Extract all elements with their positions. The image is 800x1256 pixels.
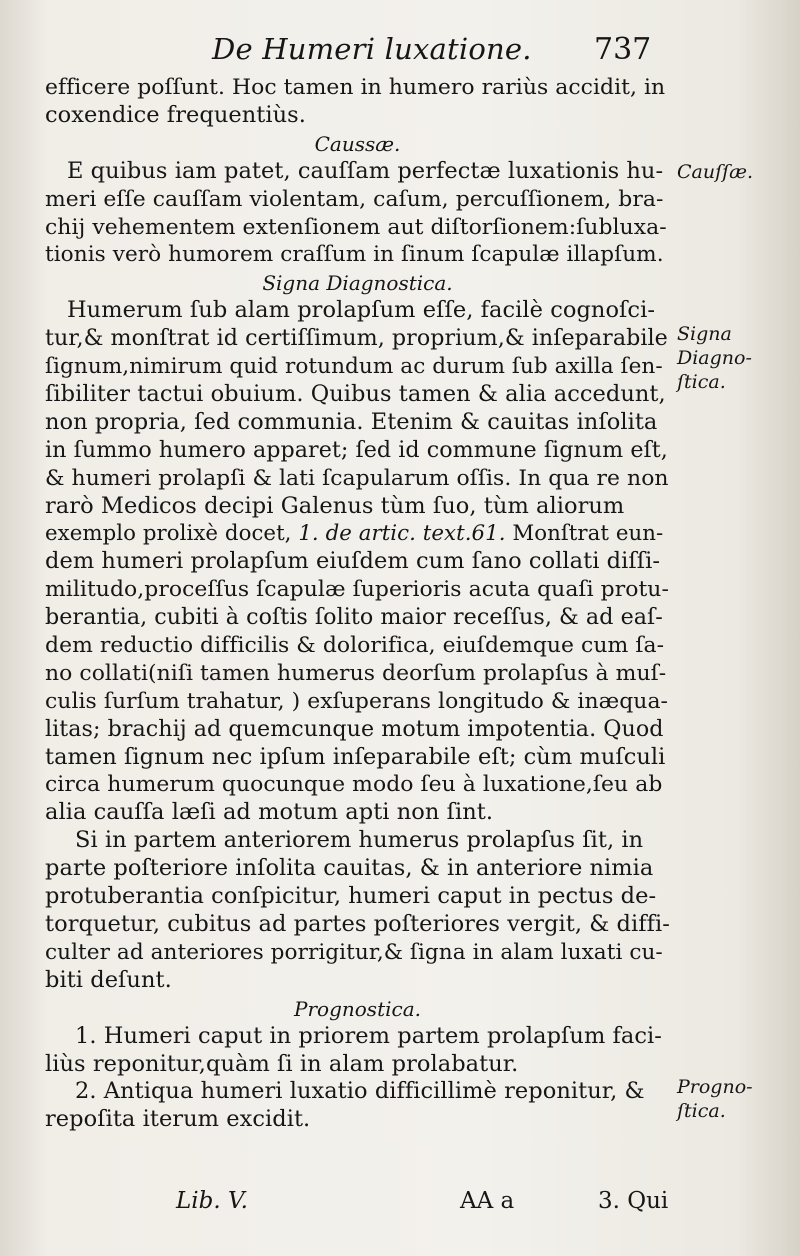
text-line: & humeri prolapſi & lati ſcapularum oſſis. In qua re non <box>45 465 669 491</box>
text-line: biti deſunt. <box>45 966 172 993</box>
margin-note-signa <box>677 322 792 394</box>
catchword: 3. Qui <box>598 1188 669 1214</box>
text-line: militudo,proceſſus ſcapulæ ſuperioris acuta quaſi protu- <box>45 577 669 603</box>
text-line: litas; brachij ad quemcunque motum impotentia. Quod <box>45 715 664 742</box>
text-line: coxendice frequentiùs. <box>45 101 306 128</box>
text-line <box>45 520 670 548</box>
text-line: 2. Antiqua humeri luxatio difficillimè reponitur, & <box>75 1078 645 1105</box>
text-line: repoſita iterum excidit. <box>45 1106 311 1133</box>
margin-note-line: ſtica. <box>677 1100 726 1122</box>
text-line: culter ad anteriores porrigitur,& ſigna in alam luxati cu- <box>45 939 663 965</box>
text-line: tionis verò humorem craſſum in ſinum ſcapulæ illapſum. <box>45 242 664 268</box>
text-line: non propria, ſed communia. Etenim & cauitas inſolita <box>45 408 658 435</box>
text-line: torquetur, cubitus ad partes poſteriores vergit, & diffi- <box>45 910 670 937</box>
section-heading-signa: Signa Diagnostica. <box>262 271 453 296</box>
text-line: culis ſurſum trahatur, ) exſuperans longitudo & inæqua- <box>45 688 669 714</box>
text-line: tur,& monſtrat id certiſſimum, proprium,& inſeparabile <box>45 325 668 352</box>
margin-note-prognostica <box>677 1075 792 1123</box>
page-footer <box>0 1188 800 1224</box>
text-line: chij vehementem extenſionem aut diſtorſionem:ſubluxa- <box>45 214 667 240</box>
running-header <box>0 32 800 76</box>
text-line: Si in partem anteriorem humerus prolapſus ſit, in <box>75 827 644 854</box>
text-line: protuberantia conſpicitur, humeri caput in pectus de- <box>45 883 657 910</box>
margin-note-line: Signa <box>677 323 732 345</box>
text-fragment: exemplo prolixè docet, <box>45 521 299 547</box>
text-line: tamen ſignum nec ipſum inſeparabile eſt; cùm muſculi <box>45 743 666 770</box>
text-line: liùs reponitur,quàm ſi in alam prolabatur. <box>45 1050 519 1077</box>
margin-note-line: Progno- <box>677 1076 753 1098</box>
text-line: Humerum ſub alam prolapſum eſſe, facilè cognoſci- <box>67 297 655 324</box>
text-line: meri eſſe cauſſam violentam, caſum, percuſſionem, bra- <box>45 186 664 212</box>
text-line: E quibus iam patet, cauſſam perfectæ luxationis hu- <box>67 157 664 184</box>
book-signature: Lib. V. <box>176 1188 248 1214</box>
text-line: ſignum,nimirum quid rotundum ac durum ſub axilla ſen- <box>45 354 663 380</box>
text-line: rarò Medicos decipi Galenus tùm ſuo, tùm aliorum <box>45 492 625 519</box>
margin-note-line: Cauſſæ. <box>677 161 754 183</box>
text-line: in ſummo humero apparet; ſed id commune ſignum eſt, <box>45 436 668 463</box>
gathering-signature: AA a <box>460 1188 515 1214</box>
text-line: dem reductio difficilis & dolorifica, eiuſdemque cum ſa- <box>45 633 665 659</box>
section-heading-causae: Caussæ. <box>314 131 401 156</box>
text-line: berantia, cubiti à coſtis ſolito maior receſſus, & ad eaſ- <box>45 604 663 631</box>
text-line: dem humeri prolapſum eiuſdem cum ſano collati diſſi- <box>45 548 661 575</box>
text-fragment: Monſtrat eun- <box>505 521 664 547</box>
citation: 1. de artic. text.61. <box>298 521 506 547</box>
text-line: no collati(niſi tamen humerus deorſum prolapſus à muſ- <box>45 660 667 686</box>
text-line: alia cauſſa læſi ad motum apti non ſint. <box>45 799 494 826</box>
text-line: ſibiliter tactui obuium. Quibus tamen & alia accedunt, <box>45 381 666 408</box>
section-heading-prognostica: Prognostica. <box>294 996 421 1021</box>
running-title: De Humeri luxatione. <box>212 32 532 66</box>
text-line: parte poſteriore inſolita cauitas, & in anteriore nimia <box>45 855 654 882</box>
text-line: circa humerum quocunque modo ſeu à luxatione,ſeu ab <box>45 772 663 798</box>
text-line: 1. Humeri caput in priorem partem prolapſum faci- <box>75 1022 662 1049</box>
text-line: efficere poſſunt. Hoc tamen in humero rariùs accidit, in <box>45 75 666 100</box>
page-number: 737 <box>594 32 652 67</box>
margin-note-line: ſtica. <box>677 371 726 393</box>
margin-note-line: Diagno- <box>677 347 752 369</box>
main-text-column <box>45 74 670 1134</box>
margin-note-causae <box>677 160 792 184</box>
